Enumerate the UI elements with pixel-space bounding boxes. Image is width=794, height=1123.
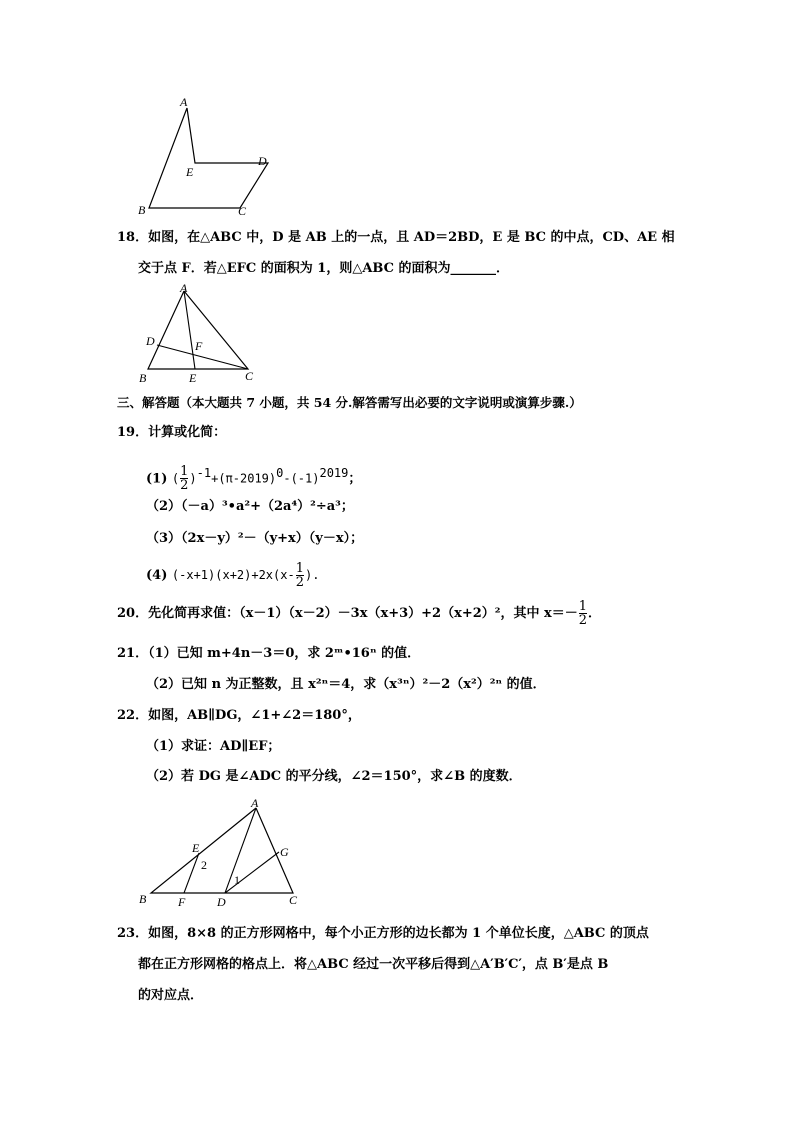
q22-part2: （2）若 DG 是∠ADC 的平分线，∠2＝150°，求∠B 的度数．	[146, 769, 522, 784]
label-c: C	[289, 893, 298, 907]
label-e: E	[189, 371, 197, 385]
q23-line3: 的对应点．	[138, 988, 204, 1003]
figure-q17	[130, 95, 280, 220]
label-f: F	[178, 895, 186, 909]
label-e: E	[192, 841, 200, 855]
figure-q17-outline	[149, 108, 268, 208]
q19-part3: （3）（2x－y）²－（y+x）（y－x）；	[146, 531, 364, 546]
q22-part1: （1）求证：AD∥EF；	[146, 739, 281, 754]
q19-part2: （2）（－a）³•a²+（2a⁴）²÷a³；	[146, 499, 354, 514]
label-f: F	[195, 339, 203, 353]
label-g: G	[280, 845, 289, 859]
q20-fraction: $\frac{1}{2}$	[578, 599, 588, 628]
q19-part4-fraction: $\frac{1}{2}$	[295, 561, 304, 590]
q19-part4-number: (4)	[146, 568, 168, 583]
label-angle-1: 1	[234, 873, 240, 887]
q21-part2: （2）已知 n 为正整数，且 x²ⁿ＝4，求（x³ⁿ）²－2（x²）²ⁿ 的值．	[146, 677, 546, 692]
label-a: A	[251, 796, 259, 810]
figure-q18-segment-cd	[157, 345, 248, 369]
label-angle-2: 2	[201, 858, 207, 872]
q21-part1: 21．（1）已知 m+4n－3＝0，求 2ᵐ•16ⁿ 的值．	[117, 646, 421, 661]
q19-part1-fraction: $\frac{1}{2}$	[180, 464, 189, 494]
figure-q18	[135, 283, 265, 388]
label-d: D	[217, 895, 226, 909]
label-b: B	[138, 203, 146, 217]
q19-part1-number: (1)	[146, 471, 168, 487]
q22-title: 22．如图，AB∥DG，∠1+∠2＝180°，	[117, 708, 361, 723]
label-d: D	[146, 334, 155, 348]
figure-q22-triangle	[151, 808, 293, 893]
label-a: A	[180, 95, 188, 109]
q18-line2: 交于点 F．若△EFC 的面积为 1，则△ABC 的面积为_______．	[138, 261, 510, 276]
label-b: B	[139, 371, 147, 385]
label-a: A	[180, 283, 188, 295]
q18-line1: 18．如图，在△ABC 中，D 是 AB 上的一点，且 AD＝2BD，E 是 BC 的中点，CD、AE 相	[117, 230, 675, 245]
label-c: C	[245, 369, 254, 383]
section-3-heading: 三、解答题（本大题共 7 小题，共 54 分.解答需写出必要的文字说明或演算步骤.）	[117, 395, 582, 410]
label-c: C	[238, 204, 247, 218]
figure-q18-triangle	[148, 291, 248, 369]
figure-q22	[133, 796, 313, 911]
q19-part1: (1) ( $\frac{1}{2}$ )$^{-1}+(\pi-2019)^0-(-1)^{2019}$；	[146, 464, 362, 494]
figure-q22-segment-ef	[184, 853, 199, 893]
q23-line1: 23．如图，8×8 的正方形网格中，每个小正方形的边长都为 1 个单位长度，△ABC 的顶点	[117, 926, 649, 941]
label-b: B	[139, 892, 147, 906]
label-d: D	[258, 154, 267, 168]
q19-title: 19．计算或化简：	[117, 425, 227, 440]
q20: 20．先化简再求值：（x－1）（x－2）－3x（x+3）+2（x+2）²，其中 x＝－ $\frac{1}{2}$ ．	[117, 599, 602, 628]
q19-part4: (4) (-x+1)(x+2)+2x(x- $\frac{1}{2}$ ).	[146, 561, 320, 590]
q23-line2: 都在正方形网格的格点上．将△ABC 经过一次平移后得到△A′B′C′，点 B′是点 B	[138, 957, 609, 972]
label-e: E	[186, 165, 194, 179]
